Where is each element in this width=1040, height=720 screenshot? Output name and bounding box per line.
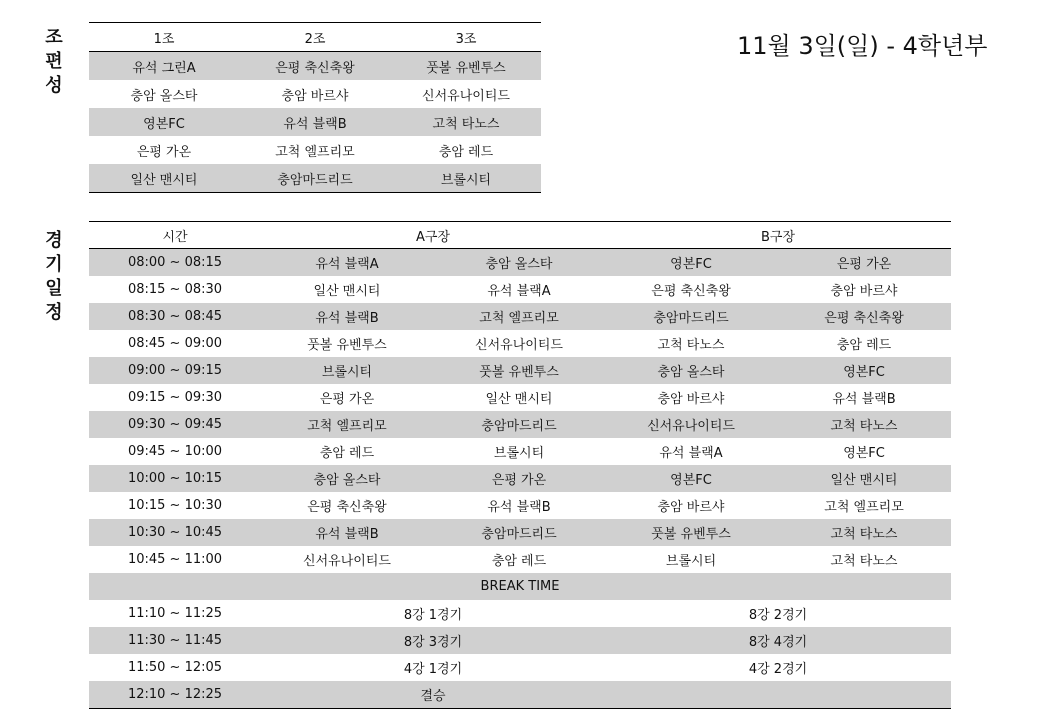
page-title: 11월 3일(일) - 4학년부 bbox=[737, 32, 988, 60]
field-a-header: A구장 bbox=[261, 222, 605, 249]
team-cell: 충암 레드 bbox=[438, 144, 494, 160]
team-cell: 충암 레드 bbox=[491, 554, 547, 569]
team-cell: 은평 가온 bbox=[433, 465, 605, 492]
match-row bbox=[89, 492, 951, 519]
time-cell: 11:50 ~ 12:05 bbox=[127, 660, 223, 675]
groups-table bbox=[89, 22, 541, 193]
team-cell: 은평 축신축왕 bbox=[651, 284, 731, 299]
match-row bbox=[89, 546, 951, 573]
team-cell: 충암 올스타 bbox=[433, 249, 605, 277]
match-row bbox=[89, 519, 951, 546]
time-cell: 08:45 ~ 09:00 bbox=[127, 336, 223, 351]
team-cell: 고척 타노스 bbox=[657, 338, 725, 353]
time-cell: 08:15 ~ 08:30 bbox=[127, 282, 223, 297]
team-cell: 풋볼 유벤투스 bbox=[433, 357, 605, 384]
knockout-field-a: 8강 1경기 bbox=[403, 608, 463, 623]
groups-row bbox=[89, 80, 541, 108]
time-cell: 11:30 ~ 11:45 bbox=[89, 627, 261, 654]
team-cell: 은평 축신축왕 bbox=[239, 52, 391, 81]
team-cell: 풋볼 유벤투스 bbox=[605, 519, 777, 546]
team-cell: 일산 맨시티 bbox=[777, 465, 951, 492]
team-cell: 영본FC bbox=[843, 446, 885, 461]
team-cell: 영본FC bbox=[605, 465, 777, 492]
match-row bbox=[89, 276, 951, 303]
team-cell: 충암마드리드 bbox=[605, 303, 777, 330]
team-cell: 브롤시티 bbox=[391, 164, 541, 193]
time-cell: 08:30 ~ 08:45 bbox=[89, 303, 261, 330]
time-cell: 09:00 ~ 09:15 bbox=[89, 357, 261, 384]
team-cell: 브롤시티 bbox=[493, 446, 545, 461]
time-cell: 10:15 ~ 10:30 bbox=[127, 498, 223, 513]
team-cell: 영본FC bbox=[777, 357, 951, 384]
team-cell: 고척 타노스 bbox=[391, 108, 541, 136]
team-cell: 고척 타노스 bbox=[777, 519, 951, 546]
team-cell: 신서유나이티드 bbox=[475, 338, 563, 353]
team-cell: 은평 가온 bbox=[777, 249, 951, 277]
break-row bbox=[89, 573, 951, 600]
team-cell: 영본FC bbox=[605, 249, 777, 277]
groups-header-row bbox=[89, 23, 541, 52]
knockout-field-a: 결승 bbox=[261, 681, 605, 709]
time-cell: 09:30 ~ 09:45 bbox=[89, 411, 261, 438]
knockout-row bbox=[89, 654, 951, 681]
team-cell: 충암 올스타 bbox=[130, 88, 198, 104]
team-cell: 영본FC bbox=[89, 108, 239, 136]
team-cell: 충암 바르샤 bbox=[657, 392, 725, 407]
knockout-row bbox=[89, 681, 951, 709]
team-cell: 충암마드리드 bbox=[433, 411, 605, 438]
groups-section-label: 조 편 성 bbox=[45, 27, 63, 96]
team-cell: 충암마드리드 bbox=[433, 519, 605, 546]
group-header: 2조 bbox=[239, 23, 391, 52]
groups-row bbox=[89, 136, 541, 164]
team-cell: 유석 그린A bbox=[89, 52, 239, 81]
team-cell: 충암 레드 bbox=[836, 338, 892, 353]
match-row bbox=[89, 465, 951, 492]
knockout-field-a: 8강 3경기 bbox=[261, 627, 605, 654]
time-cell: 10:30 ~ 10:45 bbox=[89, 519, 261, 546]
team-cell: 일산 맨시티 bbox=[313, 284, 381, 299]
team-cell: 은평 축신축왕 bbox=[307, 500, 387, 515]
team-cell: 은평 축신축왕 bbox=[777, 303, 951, 330]
time-cell: 09:45 ~ 10:00 bbox=[127, 444, 223, 459]
team-cell: 일산 맨시티 bbox=[89, 164, 239, 193]
time-cell: 10:00 ~ 10:15 bbox=[89, 465, 261, 492]
team-cell: 고척 엘프리모 bbox=[261, 411, 433, 438]
team-cell: 신서유나이티드 bbox=[422, 88, 510, 104]
team-cell: 유석 블랙A bbox=[487, 284, 551, 299]
groups-row bbox=[89, 52, 541, 81]
match-row bbox=[89, 330, 951, 357]
team-cell: 신서유나이티드 bbox=[605, 411, 777, 438]
match-row bbox=[89, 438, 951, 465]
knockout-row bbox=[89, 600, 951, 627]
team-cell: 은평 가온 bbox=[136, 144, 192, 160]
time-cell: 08:00 ~ 08:15 bbox=[89, 249, 261, 277]
match-row bbox=[89, 249, 951, 277]
team-cell: 충암마드리드 bbox=[239, 164, 391, 193]
team-cell: 유석 블랙A bbox=[659, 446, 723, 461]
group-header: 1조 bbox=[89, 23, 239, 52]
knockout-row bbox=[89, 627, 951, 654]
team-cell: 충암 올스타 bbox=[261, 465, 433, 492]
field-b-header: B구장 bbox=[605, 222, 951, 249]
team-cell: 신서유나이티드 bbox=[303, 554, 391, 569]
team-cell: 풋볼 유벤투스 bbox=[391, 52, 541, 81]
time-header: 시간 bbox=[89, 222, 261, 249]
match-row bbox=[89, 357, 951, 384]
knockout-field-b: 8강 4경기 bbox=[605, 627, 951, 654]
group-header: 3조 bbox=[391, 23, 541, 52]
team-cell: 유석 블랙B bbox=[487, 500, 551, 515]
match-row bbox=[89, 384, 951, 411]
team-cell: 유석 블랙B bbox=[832, 392, 896, 407]
team-cell: 고척 타노스 bbox=[777, 411, 951, 438]
time-cell: 10:45 ~ 11:00 bbox=[127, 552, 223, 567]
match-row bbox=[89, 303, 951, 330]
knockout-field-b: 4강 2경기 bbox=[748, 662, 808, 677]
team-cell: 유석 블랙A bbox=[261, 249, 433, 277]
team-cell: 충암 레드 bbox=[319, 446, 375, 461]
team-cell: 충암 바르샤 bbox=[281, 88, 349, 104]
team-cell: 고척 엘프리모 bbox=[824, 500, 904, 515]
groups-row bbox=[89, 164, 541, 193]
schedule-section-label: 경 기 일 정 bbox=[45, 230, 63, 323]
break-label: BREAK TIME bbox=[89, 573, 951, 600]
time-cell: 09:15 ~ 09:30 bbox=[127, 390, 223, 405]
time-cell: 11:10 ~ 11:25 bbox=[127, 606, 223, 621]
team-cell: 고척 타노스 bbox=[830, 554, 898, 569]
team-cell: 충암 바르샤 bbox=[830, 284, 898, 299]
knockout-field-a: 4강 1경기 bbox=[403, 662, 463, 677]
team-cell: 유석 블랙B bbox=[261, 303, 433, 330]
time-cell: 12:10 ~ 12:25 bbox=[89, 681, 261, 709]
match-row bbox=[89, 411, 951, 438]
schedule-table bbox=[89, 221, 951, 709]
team-cell: 일산 맨시티 bbox=[485, 392, 553, 407]
schedule-header-row bbox=[89, 222, 951, 249]
team-cell: 풋볼 유벤투스 bbox=[307, 338, 387, 353]
knockout-field-b: 8강 2경기 bbox=[748, 608, 808, 623]
team-cell: 유석 블랙B bbox=[261, 519, 433, 546]
team-cell: 충암 올스타 bbox=[605, 357, 777, 384]
knockout-field-b bbox=[605, 681, 951, 709]
team-cell: 충암 바르샤 bbox=[657, 500, 725, 515]
team-cell: 은평 가온 bbox=[319, 392, 375, 407]
team-cell: 유석 블랙B bbox=[239, 108, 391, 136]
team-cell: 브롤시티 bbox=[665, 554, 717, 569]
team-cell: 고척 엘프리모 bbox=[433, 303, 605, 330]
groups-row bbox=[89, 108, 541, 136]
team-cell: 고척 엘프리모 bbox=[275, 144, 355, 160]
team-cell: 브롤시티 bbox=[261, 357, 433, 384]
